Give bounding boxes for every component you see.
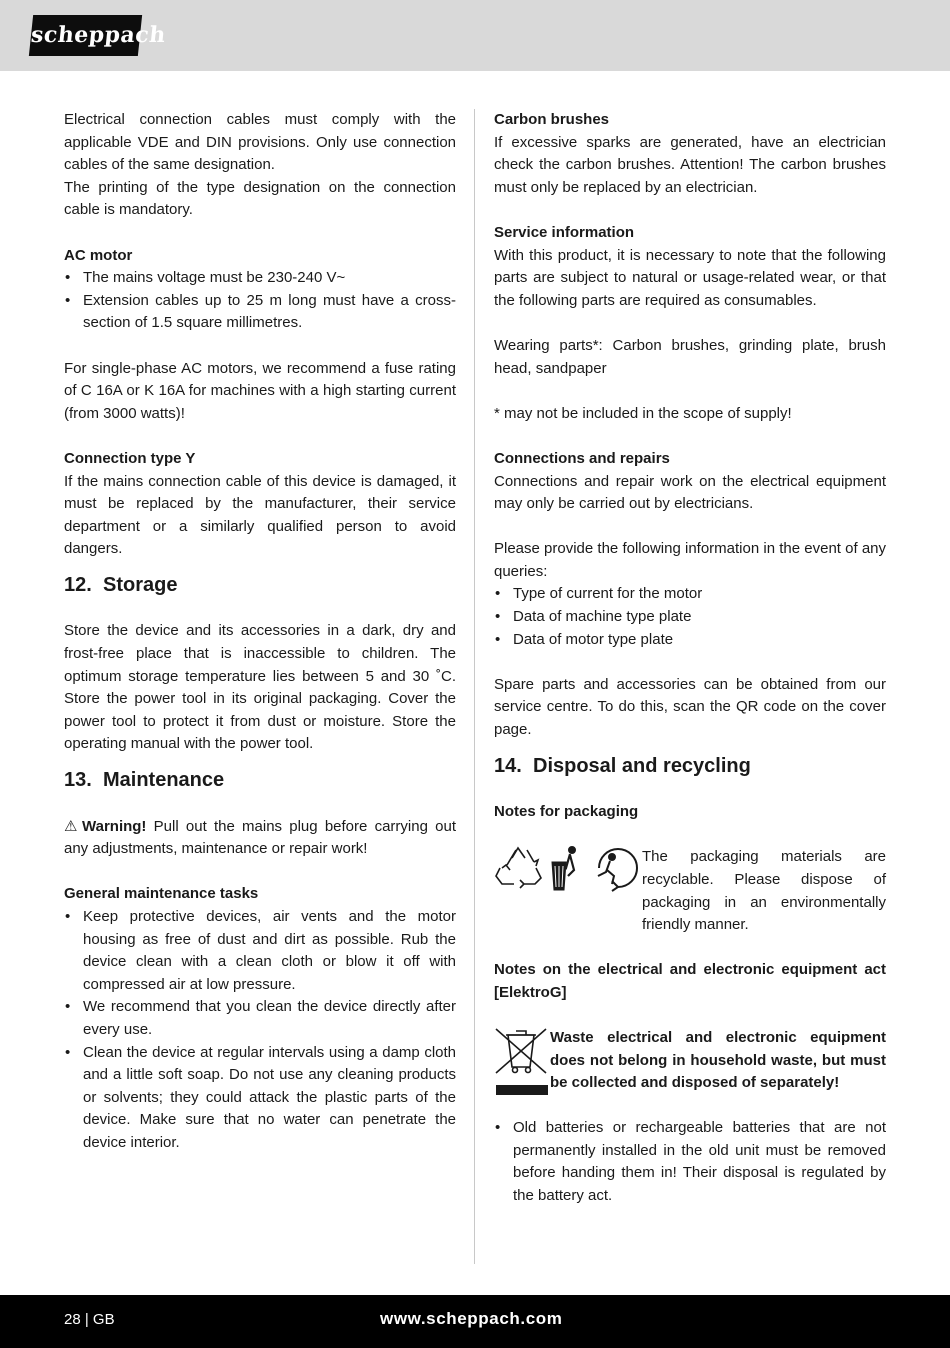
packaging-paragraph: The packaging materials are recyclable. Please dispose of packaging in an environmentally friendly manner. [642,848,886,934]
section-number: 12. [64,573,92,596]
scheppach-logo: scheppach [29,15,142,56]
section-title: Storage [103,573,178,596]
list-item: • Data of motor type plate [494,629,886,652]
list-item: • Old batteries or rechargeable batteries that are not permanently installed in the old unit must be removed before handing them in! Their disposal is regulated by the battery act. [494,1117,886,1207]
weee-paragraph: Waste electrical and electronic equipment does not belong in household waste, but must be collected and disposed of separately! [550,1029,886,1092]
connection-cable-paragraph: Electrical connection cables must comply with the applicable VDE and DIN provisions. Only use connection cables of the same designation. [64,111,456,174]
storage-paragraph: Store the device and its accessories in a dark, dry and frost-free place that is inaccessible to children. The optimum storage temperature lies between 5 and 30 ˚C. Store the power tool in its original packaging. Cover the power tool to protect it from dust or moisture. Store the operating manual with the power tool. [64,622,456,753]
wearing-parts-paragraph: Wearing parts*: Carbon brushes, grinding plate, brush head, sandpaper [494,336,886,377]
list-item: • Type of current for the motor [494,583,886,606]
warning-icon: ⚠ [64,817,78,835]
elektrog-heading: Notes on the electrical and electronic equipment act [ElektroG] [494,961,886,1001]
connections-repairs-paragraph: Connections and repair work on the electrical equipment may only be carried out by electricians. [494,472,886,513]
fuse-paragraph: For single-phase AC motors, we recommend a fuse rating of C 16A or K 16A for machines with a high starting current (from 3000 watts)! [64,359,456,422]
service-info-paragraph: With this product, it is necessary to note that the following parts are subject to natural or usage-related wear, or that the following parts are required as consumables. [494,246,886,309]
list-item: • Extension cables up to 25 m long must have a cross-section of 1.5 square millimetres. [64,290,456,335]
general-maintenance-list [64,906,456,1155]
recycle-person-icon [598,849,637,891]
section-title: Disposal and recycling [533,754,751,777]
connections-repairs-heading: Connections and repairs [494,449,670,467]
type-designation-paragraph: The printing of the type designation on the connection cable is mandatory. [64,178,456,219]
header-bar [0,0,950,71]
column-divider [474,109,475,1264]
carbon-brushes-paragraph: If excessive sparks are generated, have an electrician check the carbon brushes. Attention! The carbon brushes must only be replaced by an electrician. [494,133,886,196]
service-info-heading: Service information [494,223,635,241]
warning-label: Warning! [82,817,147,835]
footer-bar [0,1295,950,1348]
supply-note: * may not be included in the scope of supply! [494,404,792,422]
left-column [64,109,456,1155]
ac-motor-list [64,267,456,335]
list-item: • The mains voltage must be 230-240 V~ [64,267,456,290]
recycling-icons [494,846,642,936]
recycle-icon [496,848,541,888]
website-link[interactable]: www.scheppach.com [380,1309,563,1328]
disposal-heading [494,753,886,779]
queries-paragraph: Please provide the following information in the event of any queries: [494,540,886,580]
right-column [494,109,886,1208]
packaging-heading: Notes for packaging [494,803,639,821]
carbon-brushes-heading: Carbon brushes [494,111,610,128]
list-item: • Keep protective devices, air vents and the motor housing as free of dust and dirt as possible. Rub the device clean with a clean cloth or blow it off with compressed air at low pressure. [64,906,456,996]
packaging-block [494,846,886,936]
bin-person-icon [552,847,576,891]
list-item: • Data of machine type plate [494,606,886,629]
list-item: • We recommend that you clean the device directly after every use. [64,996,456,1041]
page-number: 28 | GB [64,1311,115,1328]
storage-heading [64,572,456,598]
warning-paragraph [64,816,456,861]
weee-block [494,1027,886,1117]
warning-text: Pull out the mains plug before carrying out any adjustments, maintenance or repair work! [64,817,456,858]
queries-list [494,583,886,651]
battery-list [494,1117,886,1207]
ac-motor-heading: AC motor [64,246,133,264]
list-item: • Clean the device at regular intervals using a damp cloth and a little soft soap. Do not use any cleaning products or solvents; they could attack the plastic parts of the device. Make sure that no water can penetrate the device interior. [64,1042,456,1155]
spare-parts-paragraph: Spare parts and accessories can be obtained from our service centre. To do this, scan the QR code on the cover page. [494,675,886,739]
maintenance-heading [64,767,456,793]
crossed-bin-icon [494,1027,550,1117]
section-number: 14. [494,754,522,777]
connection-type-heading: Connection type Y [64,449,196,467]
section-title: Maintenance [103,769,225,792]
connection-type-paragraph: If the mains connection cable of this device is damaged, it must be replaced by the manufacturer, their service department or a similarly qualified person to avoid dangers. [64,472,456,558]
section-number: 13. [64,769,92,792]
general-maintenance-heading: General maintenance tasks [64,885,259,903]
